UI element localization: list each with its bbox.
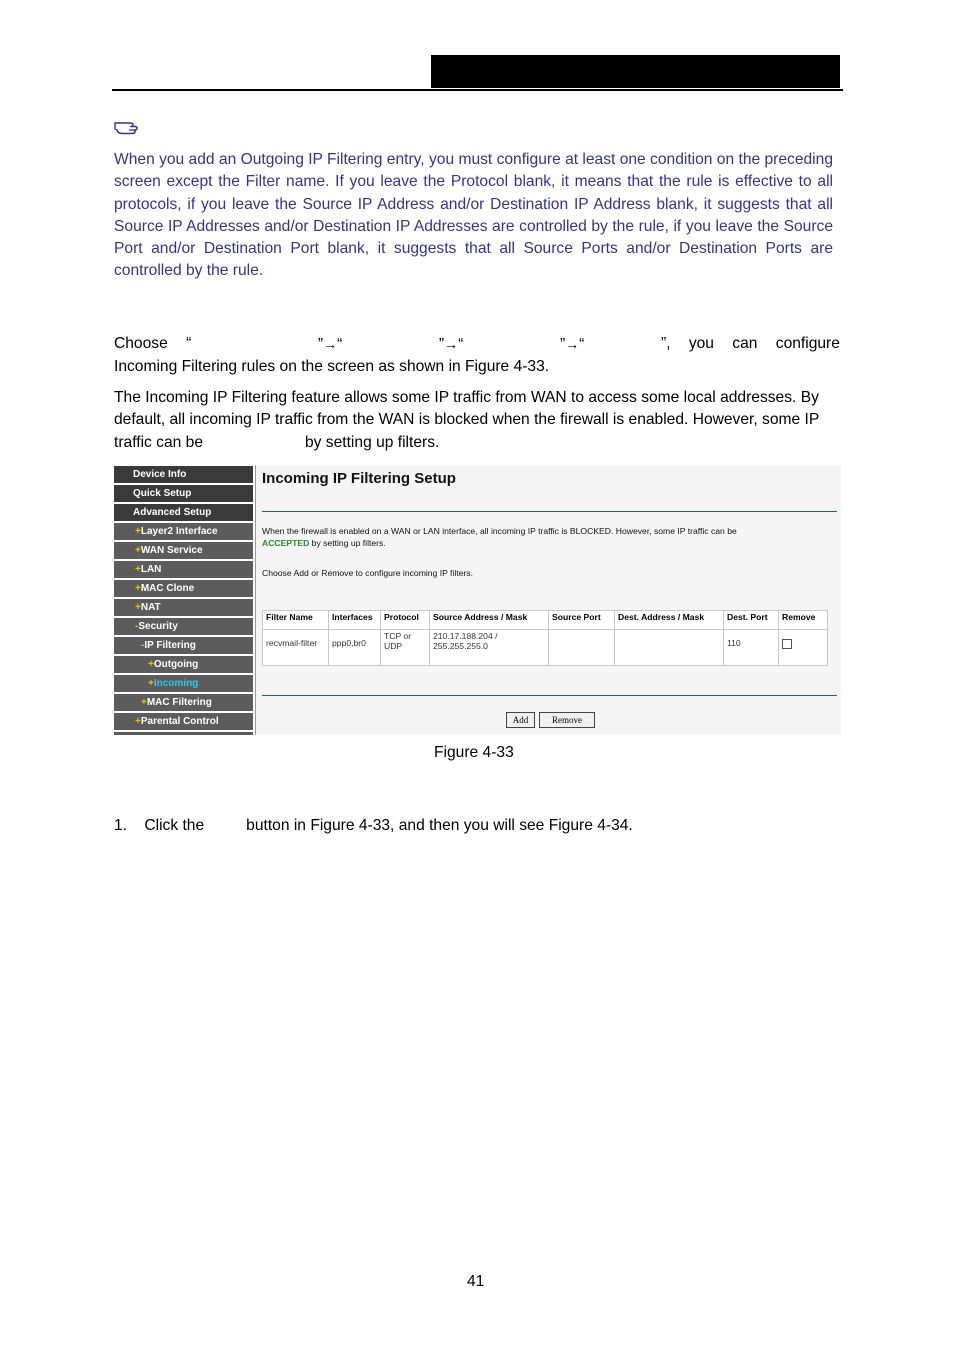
cell-dest-address xyxy=(615,630,724,666)
choose-line2: Incoming Filtering rules on the screen as shown in Figure 4-33. xyxy=(114,358,550,376)
panel-title: Incoming IP Filtering Setup xyxy=(262,470,456,487)
nav-mac-filtering[interactable]: +MAC Filtering xyxy=(114,694,253,711)
intro-part1: The Incoming IP Filtering feature allows some IP traffic from WAN to access some local addresses. By default, all incoming IP traffic from the WAN is blocked when the firewall is enabled. However, some IP traffic can be xyxy=(114,389,819,451)
col-remove: Remove xyxy=(779,611,828,630)
step-text-pre: Click the xyxy=(144,817,205,834)
divider xyxy=(262,511,837,512)
page-number: 41 xyxy=(467,1273,485,1290)
header-rule xyxy=(112,89,843,91)
nav-parental-control[interactable]: +Parental Control xyxy=(114,713,253,730)
nav-lan[interactable]: +LAN xyxy=(114,561,253,578)
divider xyxy=(262,695,837,696)
quote: “ xyxy=(337,336,343,353)
cell-remove xyxy=(779,630,828,666)
quote: ” xyxy=(559,336,566,353)
table-header-row xyxy=(263,611,828,630)
nav-incoming[interactable]: +Incoming xyxy=(114,675,253,692)
figure-screenshot xyxy=(113,465,841,735)
cell-filter-name: recvmail-filter xyxy=(263,630,329,666)
nav-outgoing[interactable]: +Outgoing xyxy=(114,656,253,673)
panel-description-2: ACCEPTED by setting up filters. xyxy=(262,538,386,548)
col-interfaces: Interfaces xyxy=(329,611,381,630)
nav-nat[interactable]: +NAT xyxy=(114,599,253,616)
intro-part2: by setting up filters. xyxy=(305,433,440,451)
figure-caption: Figure 4-33 xyxy=(434,744,514,761)
arrow-right-icon: → xyxy=(444,336,459,352)
nav-advanced-setup[interactable]: Advanced Setup xyxy=(114,504,253,521)
note-text: When you add an Outgoing IP Filtering entry, you must configure at least one condition on the preceding screen except the Filter name. If you leave the Protocol blank, it means that the rule is effective to all protocols, if you leave the Source IP Address and/or Destination IP Address blank, it suggests that all Source IP Addresses and/or Destination IP Addresses are controlled by the rule, if you leave the Source Port and/or Destination Port blank, it suggests that all Source Ports and/or Destination Ports are controlled by the rule. xyxy=(114,151,833,280)
remove-checkbox[interactable] xyxy=(782,639,792,649)
col-dest-port: Dest. Port xyxy=(724,611,779,630)
step-number: 1. xyxy=(114,817,128,834)
filter-table xyxy=(262,610,828,666)
nav-device-info[interactable]: Device Info xyxy=(114,466,253,483)
cell-source-port xyxy=(549,630,615,666)
nav-layer2-interface[interactable]: +Layer2 Interface xyxy=(114,523,253,540)
nav-ip-filtering[interactable]: -IP Filtering xyxy=(114,637,253,654)
cell-source-address: 210.17.188.204 / 255.255.255.0 xyxy=(430,630,549,666)
router-nav-menu xyxy=(113,465,256,735)
quote: “ xyxy=(579,336,585,353)
nav-item-cut xyxy=(114,732,253,735)
intro-paragraph xyxy=(114,387,846,454)
add-button[interactable]: Add xyxy=(506,712,535,728)
nav-mac-clone[interactable]: +MAC Clone xyxy=(114,580,253,597)
word: you xyxy=(688,335,714,352)
arrow-right-icon: → xyxy=(565,336,580,352)
step-text-post: button in Figure 4-33, and then you will see Figure 4-34. xyxy=(246,817,633,834)
word: configure xyxy=(775,335,840,352)
quote: “ xyxy=(186,335,192,352)
col-filter-name: Filter Name xyxy=(263,611,329,630)
word: can xyxy=(732,335,758,352)
col-source-port: Source Port xyxy=(549,611,615,630)
quote: ” xyxy=(317,336,324,353)
col-protocol: Protocol xyxy=(381,611,430,630)
header-bar xyxy=(431,55,840,88)
cell-interfaces: ppp0,br0 xyxy=(329,630,381,666)
panel-instruction: Choose Add or Remove to configure incoming IP filters. xyxy=(262,568,473,578)
table-row xyxy=(263,630,828,666)
quote: “ xyxy=(458,336,464,353)
step-1 xyxy=(114,817,633,835)
col-dest-address: Dest. Address / Mask xyxy=(615,611,724,630)
arrow-right-icon: → xyxy=(323,336,338,352)
nav-wan-service[interactable]: +WAN Service xyxy=(114,542,253,559)
pointing-hand-icon xyxy=(114,116,140,136)
choose-paragraph xyxy=(114,333,840,379)
choose-word: Choose xyxy=(114,335,168,352)
cell-protocol: TCP or UDP xyxy=(381,630,430,666)
nav-quick-setup[interactable]: Quick Setup xyxy=(114,485,253,502)
panel-description: When the firewall is enabled on a WAN or LAN interface, all incoming IP traffic is BLOCKED. However, some IP traffic can be xyxy=(262,526,737,536)
router-main-panel xyxy=(256,465,841,735)
nav-security[interactable]: -Security xyxy=(114,618,253,635)
quote: ”, xyxy=(660,335,671,352)
quote: ” xyxy=(438,336,445,353)
cell-dest-port: 110 xyxy=(724,630,779,666)
col-source-address: Source Address / Mask xyxy=(430,611,549,630)
remove-button[interactable]: Remove xyxy=(539,712,595,728)
